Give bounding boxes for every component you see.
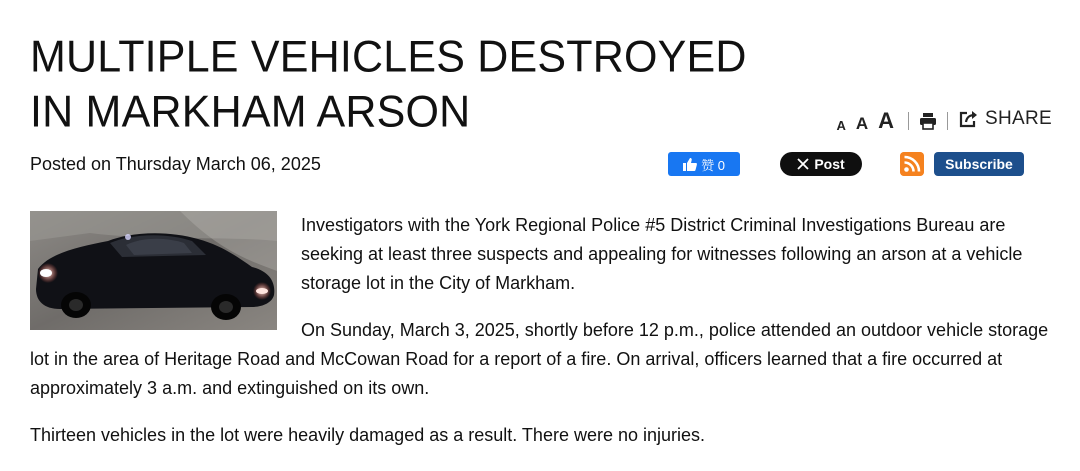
page-title: MULTIPLE VEHICLES DESTROYED IN MARKHAM ARSON [30, 32, 747, 138]
share-label: SHARE [985, 108, 1052, 129]
article-paragraph: Thirteen vehicles in the lot were heavily damaged as a result. There were no injuries. [30, 425, 706, 445]
article-body [30, 211, 1050, 468]
tools-divider [908, 112, 909, 130]
share-button[interactable] [958, 108, 1052, 130]
font-size-large-button[interactable]: A [878, 108, 895, 133]
print-icon[interactable] [919, 112, 937, 130]
article-tools [836, 104, 1052, 132]
x-post-button[interactable] [780, 152, 862, 176]
subscribe-button[interactable]: Subscribe [934, 152, 1024, 176]
share-icon [958, 109, 980, 129]
article-paragraph: On Sunday, March 3, 2025, shortly before 12 p.m., police attended an outdoor vehicle storage lot in the area of Heritage Road and McCowan Road for a report of a fire. On arrival, officers learned that a fire occurred at approximately 3 a.m. and extinguished on its own. [30, 320, 1049, 398]
x-post-label: Post [814, 156, 845, 172]
posted-date: Posted on Thursday March 06, 2025 [30, 154, 321, 174]
x-logo-icon [797, 158, 809, 170]
font-size-small-button[interactable]: A [836, 118, 846, 133]
tools-divider [947, 112, 948, 130]
thumbs-up-icon [683, 158, 697, 171]
suspect-vehicle-photo [30, 211, 277, 330]
rss-icon[interactable] [900, 152, 924, 176]
like-count: 赞 0 [701, 157, 725, 173]
font-size-medium-button[interactable]: A [855, 114, 869, 133]
facebook-like-button[interactable] [668, 152, 740, 176]
article-paragraph: Investigators with the York Regional Police #5 District Criminal Investigations Bureau are seeking at least three suspects and appealing for witnesses following an arson at a vehicle storage lot in the City of Markham. [301, 215, 1023, 293]
